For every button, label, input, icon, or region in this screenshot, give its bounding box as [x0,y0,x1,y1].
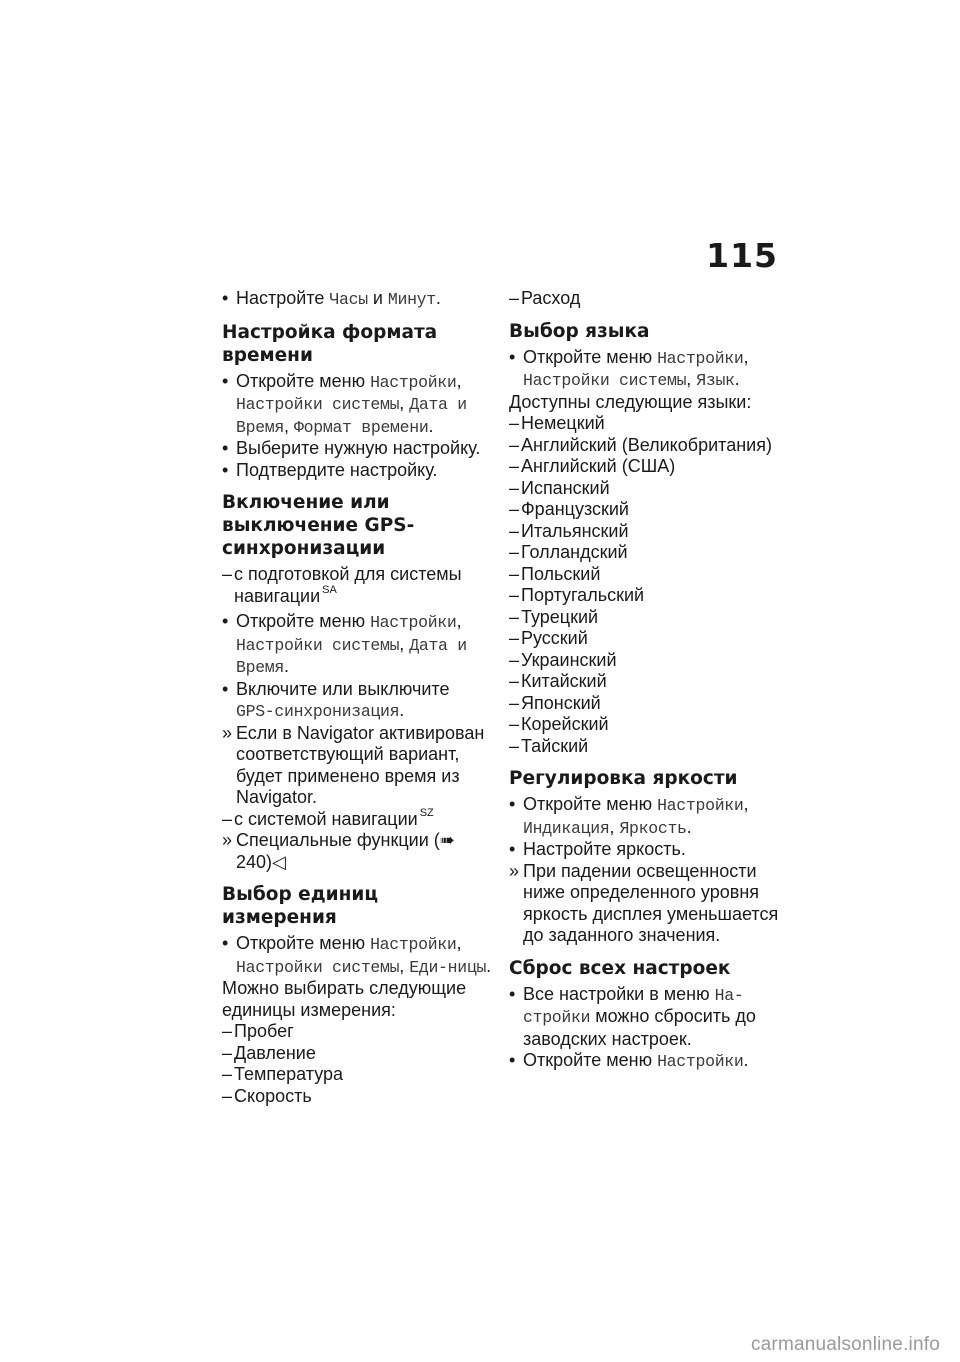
section-heading: Включение или выключение GPS-синхронизации [222,492,415,559]
section-heading: Регулировка яркости [509,768,738,789]
dash-marker: – [509,499,520,519]
text-run: можно сбросить до заводских настроек. [523,1006,756,1049]
text-run: Настройте яркость. [523,839,686,859]
text-run: , [456,933,462,953]
bullet-item [222,933,492,978]
dash-marker: – [509,477,520,498]
text-run: Китайский [521,671,607,691]
text-run: Если в Navigator активирован соответствующий вариант, будет применено время из Navigator. [236,722,485,807]
text-run: Португальский [521,585,645,605]
text-run: Скорость [234,1085,312,1106]
watermark: carmanualsonline.info [750,1334,940,1355]
text-run: Откройте меню [523,346,658,367]
dash-marker: – [509,542,520,562]
dash-item [222,1086,492,1108]
text-run: Откройте меню [236,933,371,953]
dash-item [509,693,789,715]
dash-item [509,714,789,736]
dash-marker: – [509,735,520,756]
dash-marker: – [222,1021,233,1041]
menu-path-text: Настройки [370,935,457,954]
text-run: Доступны следующие языки: [509,391,752,412]
menu-path-text: Настройки системы [236,957,400,977]
text-run: Выберите нужную настройку. [236,438,481,458]
dash-item [509,521,789,543]
dash-item [509,650,789,672]
dash-marker: – [222,1064,233,1084]
text-run: 240)◁ [236,851,286,872]
menu-path-text: Настройки системы [236,635,400,655]
dash-item [222,1021,492,1043]
text-run: Откройте меню [523,1050,658,1070]
text-run: Специальные функции ( [236,830,440,850]
text-run: Включите или выключите [236,678,450,699]
bullet-item [222,611,492,679]
text-run: , [743,794,749,814]
bullet-item [509,794,789,839]
dash-item [509,585,789,607]
dash-item [222,806,492,831]
menu-path-text: Настройки [370,613,457,632]
bullet-marker: • [222,611,229,631]
dash-marker: – [509,671,520,691]
bullet-item [509,1050,789,1073]
dash-marker: – [509,585,520,605]
menu-path-text: Настройки системы [523,371,687,390]
bullet-marker: • [509,839,516,859]
bullet-item [509,839,789,861]
bullet-item [222,438,492,460]
dash-marker: – [222,1042,233,1063]
left-column [222,288,492,1107]
text-run: Настройте [236,288,330,308]
text-run: с подготовкой для системы навигации [234,564,462,606]
equipment-code: SZ [419,806,434,819]
page-reference-arrow-icon: ➠ [439,830,455,850]
dash-item [222,1064,492,1086]
dash-marker: – [509,606,520,627]
dash-item [509,607,789,629]
paragraph [509,392,789,414]
equipment-code: SA [322,583,337,596]
paragraph [222,978,492,1021]
section-heading: Сброс всех настроек [509,957,731,979]
bullet-marker: • [509,794,516,814]
page-number: 115 [706,236,778,275]
section-heading: Настройка формата времени [222,321,438,366]
menu-path-text: Формат времени [294,417,429,437]
menu-path-text: Настройки [657,796,744,815]
text-run: Откройте меню [236,611,371,631]
dash-marker: – [222,808,233,829]
menu-path-text: GPS-синхронизация [236,702,400,721]
text-run: . [435,288,441,308]
bullet-marker: • [222,438,229,458]
dash-marker: – [509,413,520,433]
section-heading: Выбор языка [509,320,650,342]
text-run: Температура [234,1064,344,1084]
bullet-item [222,371,492,439]
dash-item [509,478,789,500]
text-run: Тайский [521,735,589,756]
text-run: Итальянский [521,520,629,541]
text-run: Подтвердите настройку. [236,459,438,480]
menu-path-text: Минут [387,290,436,309]
text-run: , [456,611,462,631]
text-run: , [456,370,462,391]
menu-path-text: Дата и Время [236,395,467,437]
raquo-item [509,861,789,947]
text-run: . [486,955,492,976]
dash-item [509,435,789,457]
text-run: Турецкий [521,606,599,627]
bullet-marker: • [509,1050,516,1070]
text-run: Давление [234,1042,316,1063]
menu-path-text: Дата и Время [236,635,467,677]
menu-path-text: Часы [329,290,368,309]
text-run: Немецкий [521,413,605,433]
right-column [509,288,789,1073]
text-run: . [686,816,692,837]
dash-item [509,736,789,758]
text-run: Все настройки в меню [523,983,715,1004]
dash-item [509,499,789,521]
text-run: Украинский [521,649,617,670]
text-run: , [609,816,620,837]
text-run: . [284,656,290,676]
dash-marker: – [509,692,520,713]
menu-path-text: Настройки [370,372,457,392]
bullet-marker: • [222,933,229,953]
text-run: Расход [521,288,581,308]
dash-marker: – [509,714,520,734]
text-run: , [399,633,410,654]
text-run: Французский [521,499,629,519]
dash-item [509,564,789,586]
bullet-item [509,984,789,1051]
text-run: Испанский [521,477,610,498]
raquo-marker: » [222,722,233,743]
text-run: Английский (США) [521,456,676,476]
bullet-marker: • [222,459,229,480]
bullet-marker: • [509,346,516,367]
text-run: с системой навигации [234,808,418,829]
dash-item [222,1043,492,1065]
text-run: , [399,393,410,413]
dash-item [222,564,492,607]
text-run: Голландский [521,542,628,562]
text-run: Польский [521,563,601,584]
text-run: и [367,288,388,308]
text-run: Русский [521,628,588,648]
bullet-marker: • [222,678,229,699]
text-run: , [399,955,410,976]
dash-item [509,413,789,435]
dash-marker: – [509,434,520,455]
bullet-marker: • [509,983,516,1004]
menu-path-text: Настройки [657,348,744,368]
text-run: Английский (Великобритания) [521,434,772,455]
raquo-marker: » [509,860,520,881]
menu-path-text: На-стройки [523,985,744,1027]
raquo-marker: » [222,830,233,850]
dash-item [509,288,789,310]
text-run: Можно выбирать следующие единицы измерения: [222,978,467,1020]
text-run: . [428,415,434,436]
text-run: При падении освещенности ниже определенного уровня яркость дисплея уменьшается до заданного значения. [523,860,779,945]
text-run: . [399,700,405,720]
menu-path-text: Язык [696,371,735,390]
dash-item [509,456,789,478]
menu-path-text: Индикация [523,818,610,838]
dash-marker: – [222,564,233,584]
text-run: , [284,415,295,436]
menu-path-text: Еди-ницы [409,957,487,977]
text-run: , [743,346,749,367]
dash-marker: – [509,628,520,648]
dash-item [509,628,789,650]
section-heading: Выбор единиц измерения [222,884,379,928]
dash-item [509,542,789,564]
text-run: Откройте меню [523,794,658,814]
raquo-item [222,830,492,873]
bullet-marker: • [222,288,229,308]
bullet-item [222,460,492,482]
bullet-item [222,288,492,311]
text-run: . [743,1050,749,1070]
text-run: Пробег [234,1021,294,1041]
dash-marker: – [509,456,520,476]
menu-path-text: Настройки системы [236,395,400,414]
bullet-item [509,347,789,392]
text-run: Откройте меню [236,370,371,391]
menu-path-text: Яркость [619,818,687,838]
dash-marker: – [509,649,520,670]
text-run: , [686,369,697,389]
text-run: Корейский [521,714,609,734]
bullet-item [222,679,492,723]
menu-path-text: Настройки [657,1052,744,1071]
dash-item [509,671,789,693]
raquo-item [222,723,492,809]
dash-marker: – [509,520,520,541]
dash-marker: – [509,563,520,584]
text-run: . [734,369,740,389]
dash-marker: – [222,1085,233,1106]
text-run: Японский [521,692,601,713]
dash-marker: – [509,288,520,308]
bullet-marker: • [222,370,229,391]
